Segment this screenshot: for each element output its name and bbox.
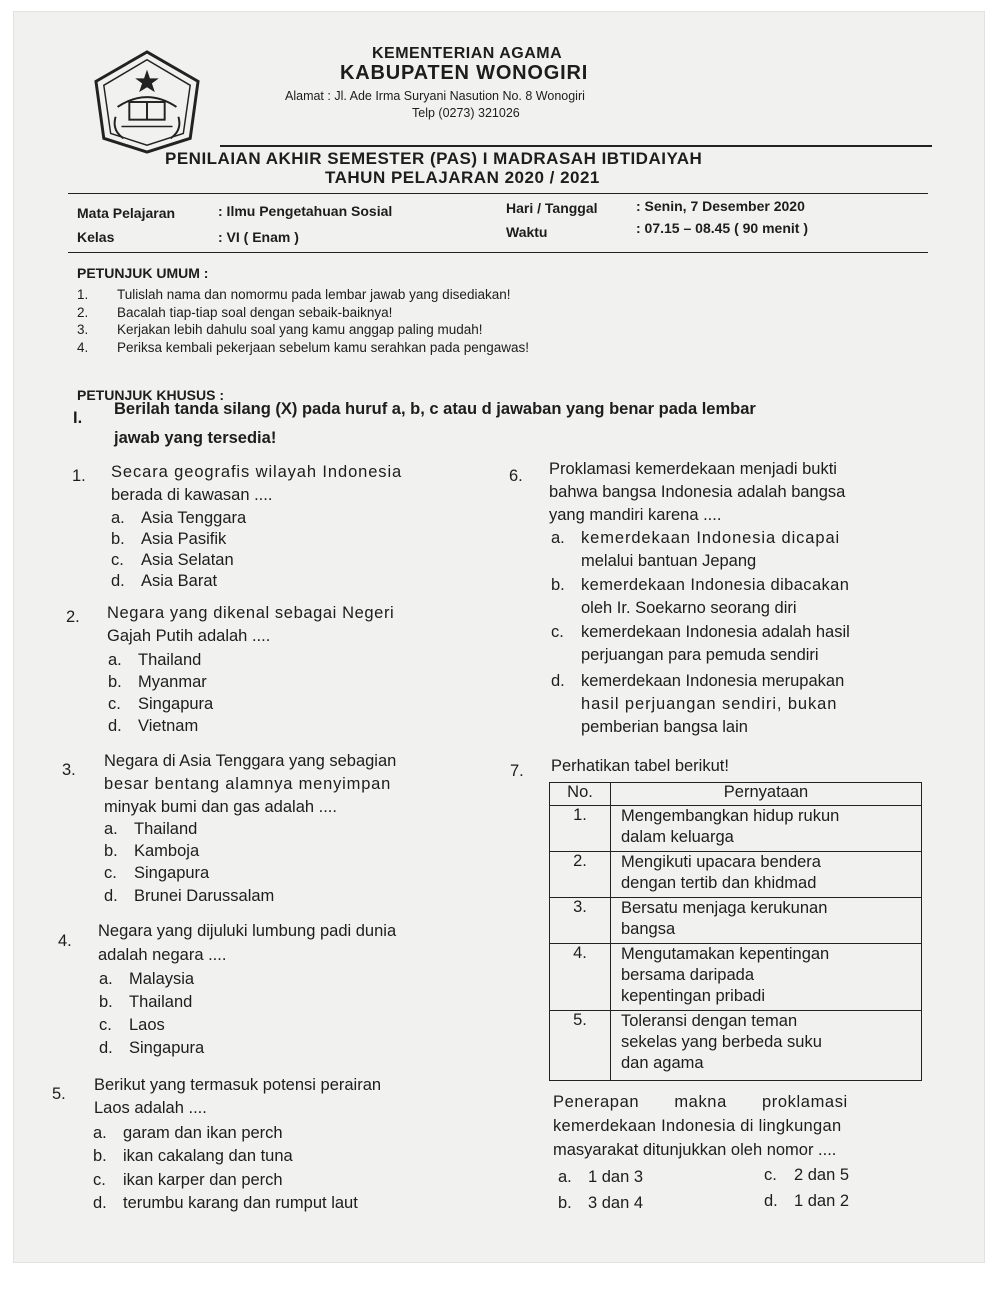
- table-cell-no: 2.: [550, 852, 611, 898]
- table-cell-statement: Toleransi dengan teman sekelas yang berbeda suku dan agama: [611, 1011, 922, 1081]
- answer-option-continued: hasil perjuangan sendiri, bukan: [581, 695, 838, 713]
- table-header-row: [550, 783, 922, 806]
- question-number: 6.: [509, 467, 523, 485]
- table-cell-statement: Mengutamakan kepentingan bersama daripada kepentingan pribadi: [611, 944, 922, 1011]
- question-number: 3.: [62, 761, 76, 779]
- question-stem: berada di kawasan ....: [111, 486, 273, 504]
- table-header-statement: Pernyataan: [611, 783, 922, 806]
- answer-option: a. Malaysia: [99, 970, 195, 988]
- regency-name: KABUPATEN WONOGIRI: [340, 62, 589, 84]
- question-number: 2.: [66, 608, 80, 626]
- answer-option: a. garam dan ikan perch: [93, 1124, 283, 1142]
- answer-option: d. 1 dan 2: [764, 1192, 850, 1210]
- header-rule: [220, 145, 932, 147]
- question-stem: Gajah Putih adalah ....: [107, 627, 271, 645]
- time-label: Waktu: [506, 224, 548, 240]
- question-stem: Negara yang dikenal sebagai Negeri: [107, 604, 395, 622]
- title-rule-bottom: [68, 252, 928, 253]
- subject-value: : Ilmu Pengetahuan Sosial: [218, 203, 393, 219]
- ministry-name: KEMENTERIAN AGAMA: [372, 45, 563, 62]
- date-value: : Senin, 7 Desember 2020: [636, 198, 805, 214]
- address: Alamat : Jl. Ade Irma Suryani Nasution No. 8 Wonogiri: [285, 89, 585, 103]
- answer-option: c. ikan karper dan perch: [93, 1171, 283, 1189]
- time-value: : 07.15 – 08.45 ( 90 menit ): [636, 220, 808, 236]
- answer-option: b. Asia Pasifik: [111, 530, 227, 548]
- question-stem: Negara yang dijuluki lumbung padi dunia: [98, 922, 397, 940]
- answer-option: c. kemerdekaan Indonesia adalah hasil: [551, 623, 850, 641]
- answer-option: b. Thailand: [99, 993, 193, 1011]
- question-stem: Secara geografis wilayah Indonesia: [111, 463, 403, 481]
- question-number: 7.: [510, 762, 524, 780]
- ministry-emblem-icon: [88, 48, 206, 156]
- answer-option-continued: melalui bantuan Jepang: [581, 552, 757, 570]
- answer-option-continued: oleh Ir. Soekarno seorang diri: [581, 599, 797, 617]
- exam-title: PENILAIAN AKHIR SEMESTER (PAS) I MADRASAH IBTIDAIYAH: [165, 149, 703, 168]
- answer-option: c. 2 dan 5: [764, 1166, 850, 1184]
- table-header-no: No.: [550, 783, 611, 806]
- date-label: Hari / Tanggal: [506, 200, 598, 216]
- answer-option: b. kemerdekaan Indonesia dibacakan: [551, 576, 850, 594]
- question-stem: Berikut yang termasuk potensi perairan: [94, 1076, 382, 1094]
- title-rule-top: [68, 193, 928, 194]
- question-stem: Laos adalah ....: [94, 1099, 207, 1117]
- table-cell-no: 4.: [550, 944, 611, 1011]
- question-stem: Negara di Asia Tenggara yang sebagian: [104, 752, 397, 770]
- statement-table: [549, 782, 922, 1081]
- answer-option: b. 3 dan 4: [558, 1194, 644, 1212]
- table-row: [550, 806, 922, 852]
- answer-option: d. Brunei Darussalam: [104, 887, 275, 905]
- question-stem: minyak bumi dan gas adalah ....: [104, 798, 337, 816]
- table-cell-no: 1.: [550, 806, 611, 852]
- exam-year: TAHUN PELAJARAN 2020 / 2021: [325, 168, 600, 187]
- table-cell-no: 5.: [550, 1011, 611, 1081]
- table-row: [550, 898, 922, 944]
- subject-label: Mata Pelajaran: [77, 205, 176, 221]
- question-followup: Penerapan makna proklamasi: [553, 1093, 848, 1111]
- instruction-line-1: Berilah tanda silang (X) pada huruf a, b, c atau d jawaban yang benar pada lembar: [114, 400, 756, 418]
- answer-option: d. terumbu karang dan rumput laut: [93, 1194, 358, 1212]
- answer-option: d. Singapura: [99, 1039, 205, 1057]
- table-row: [550, 1011, 922, 1081]
- section-numeral: I.: [73, 409, 83, 427]
- answer-option: a. 1 dan 3: [558, 1168, 644, 1186]
- answer-option-continued: pemberian bangsa lain: [581, 718, 748, 736]
- class-value: : VI ( Enam ): [218, 229, 299, 245]
- phone: Telp (0273) 321026: [412, 106, 520, 120]
- question-stem: yang mandiri karena ....: [549, 506, 722, 524]
- question-stem: adalah negara ....: [98, 946, 227, 964]
- answer-option: b. ikan cakalang dan tuna: [93, 1147, 293, 1165]
- question-number: 5.: [52, 1085, 66, 1103]
- table-cell-statement: Mengembangkan hidup rukun dalam keluarga: [611, 806, 922, 852]
- question-followup: masyarakat ditunjukkan oleh nomor ....: [553, 1141, 837, 1159]
- question-number: 1.: [72, 467, 86, 485]
- general-instructions-heading: PETUNJUK UMUM :: [77, 265, 209, 281]
- answer-option: a. Thailand: [108, 651, 202, 669]
- answer-option: d. kemerdekaan Indonesia merupakan: [551, 672, 845, 690]
- table-row: [550, 852, 922, 898]
- answer-option: a. Asia Tenggara: [111, 509, 247, 527]
- table-row: [550, 944, 922, 1011]
- special-instructions-heading: PETUNJUK KHUSUS :: [77, 387, 225, 403]
- question-stem: Proklamasi kemerdekaan menjadi bukti: [549, 460, 837, 478]
- answer-option: d. Vietnam: [108, 717, 199, 735]
- table-cell-statement: Bersatu menjaga kerukunan bangsa: [611, 898, 922, 944]
- answer-option: a. Thailand: [104, 820, 198, 838]
- table-cell-no: 3.: [550, 898, 611, 944]
- class-label: Kelas: [77, 229, 115, 245]
- answer-option: c. Singapura: [108, 695, 214, 713]
- question-stem: besar bentang alamnya menyimpan: [104, 775, 392, 793]
- table-cell-statement: Mengikuti upacara bendera dengan tertib dan khidmad: [611, 852, 922, 898]
- question-followup: kemerdekaan Indonesia di lingkungan: [553, 1117, 842, 1135]
- answer-option: b. Myanmar: [108, 673, 207, 691]
- answer-option: c. Laos: [99, 1016, 165, 1034]
- answer-option: d. Asia Barat: [111, 572, 218, 590]
- question-number: 4.: [58, 932, 72, 950]
- instruction-line-2: jawab yang tersedia!: [114, 429, 277, 447]
- question-stem: Perhatikan tabel berikut!: [551, 757, 729, 775]
- answer-option: b. Kamboja: [104, 842, 200, 860]
- question-stem: bahwa bangsa Indonesia adalah bangsa: [549, 483, 846, 501]
- answer-option: c. Singapura: [104, 864, 210, 882]
- answer-option: a. kemerdekaan Indonesia dicapai: [551, 529, 841, 547]
- answer-option: c. Asia Selatan: [111, 551, 234, 569]
- answer-option-continued: perjuangan para pemuda sendiri: [581, 646, 819, 664]
